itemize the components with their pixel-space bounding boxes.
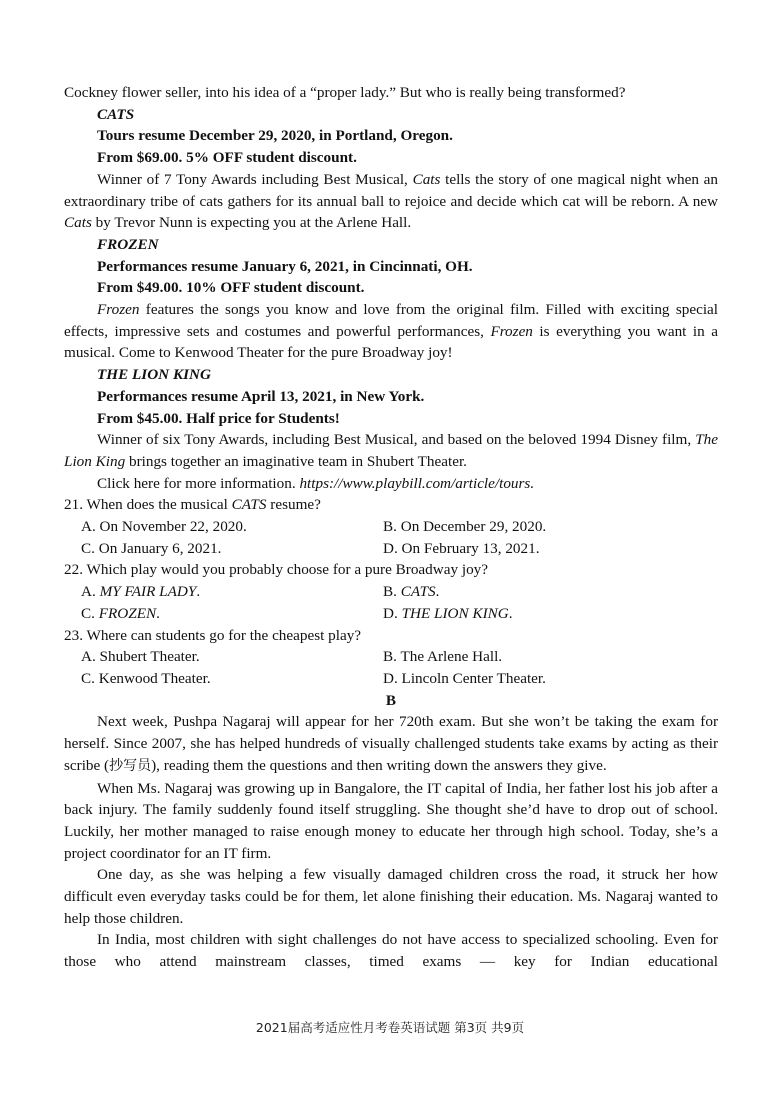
option-21-d: D. On February 13, 2021. [383, 539, 540, 557]
question-22: 22. Which play would you probably choose for a pure Broadway joy? [64, 561, 489, 579]
question-22-options [64, 581, 718, 624]
option-21-a: A. On November 22, 2020. [81, 518, 247, 536]
cats-description: Winner of 7 Tony Awards including Best Musical, Cats tells the story of one magical night when an extraordinary tribe of cats gathers for its annual ball to rejoice and decide which cat will be reborn. A new Cats by Trevor Nunn is expecting you at the Arlene Hall. [64, 170, 719, 232]
lionking-title: THE LION KING [97, 366, 211, 384]
option-22-d: D. THE LION KING. [383, 604, 513, 622]
passage-b-paragraph-3: One day, as she was helping a few visually damaged children cross the road, it struck her how difficult even everyday tasks could be for them, let alone finishing their education. Ms. Nagaraj wanted to help those children. [64, 866, 718, 927]
option-21-b: B. On December 29, 2020. [383, 518, 547, 536]
passage-b-paragraph-2: When Ms. Nagaraj was growing up in Bangalore, the IT capital of India, her father lost his job after a back injury. The family suddenly found itself struggling. She thought she’d have to drop out of school. Luckily, her mother managed to raise enough money to educate her through high school. Today, she’s a project coordinator for an IT firm. [64, 779, 718, 862]
lionking-more-info: Click here for more information. https://www.playbill.com/article/tours. [97, 474, 535, 492]
option-22-a: A. MY FAIR LADY. [81, 583, 201, 601]
frozen-title: FROZEN [97, 235, 159, 253]
option-23-d: D. Lincoln Center Theater. [383, 669, 546, 687]
cats-price: From $69.00. 5% OFF student discount. [97, 149, 357, 167]
frozen-description: Frozen features the songs you know and love from the original film. Filled with exciting special effects, impressive sets and costumes and powerful performances, Frozen is everything you want in a musical. Come to Kenwood Theater for the pure Broadway joy! [64, 301, 719, 362]
question-21-options [64, 516, 718, 559]
document-page [64, 82, 718, 973]
lionking-description: Winner of six Tony Awards, including Best Musical, and based on the beloved 1994 Disney film, The Lion King brings together an imaginative team in Shubert Theater. [64, 431, 718, 470]
option-23-a: A. Shubert Theater. [81, 648, 200, 666]
option-23-b: B. The Arlene Hall. [383, 648, 503, 666]
intro-tail: Cockney flower seller, into his idea of a “proper lady.” But who is really being transformed? [64, 84, 626, 101]
passage-b-paragraph-1: Next week, Pushpa Nagaraj will appear for her 720th exam. But she won’t be taking the exam for herself. Since 2007, she has helped hundreds of visually challenged students take exams by acting as their scribe (抄写员), reading them the questions and then writing down the answers they give. [64, 713, 718, 774]
question-23-options [64, 646, 718, 689]
option-23-c: C. Kenwood Theater. [81, 669, 211, 687]
option-22-c: C. FROZEN. [81, 604, 160, 622]
section-b-heading: B [385, 691, 397, 709]
passage-b-paragraph-4: In India, most children with sight challenges do not have access to specialized schooling. Even for those who attend mainstream classes, timed exams — key for Indian educational [64, 931, 718, 971]
lionking-link[interactable]: https://www.playbill.com/article/tours. [299, 474, 535, 492]
cats-resume: Tours resume December 29, 2020, in Portland, Oregon. [97, 127, 453, 145]
cats-title: CATS [97, 105, 135, 123]
option-22-b: B. CATS. [383, 583, 440, 601]
frozen-resume: Performances resume January 6, 2021, in Cincinnati, OH. [97, 257, 473, 275]
lionking-resume: Performances resume April 13, 2021, in New York. [97, 387, 425, 405]
question-21: 21. When does the musical CATS resume? [64, 496, 321, 514]
lionking-price: From $45.00. Half price for Students! [97, 409, 340, 427]
page-footer: 2021届高考适应性月考卷英语试题 第3页 共9页 [255, 1020, 525, 1035]
frozen-price: From $49.00. 10% OFF student discount. [97, 279, 365, 297]
option-21-c: C. On January 6, 2021. [81, 539, 222, 557]
question-23: 23. Where can students go for the cheapest play? [64, 626, 362, 644]
